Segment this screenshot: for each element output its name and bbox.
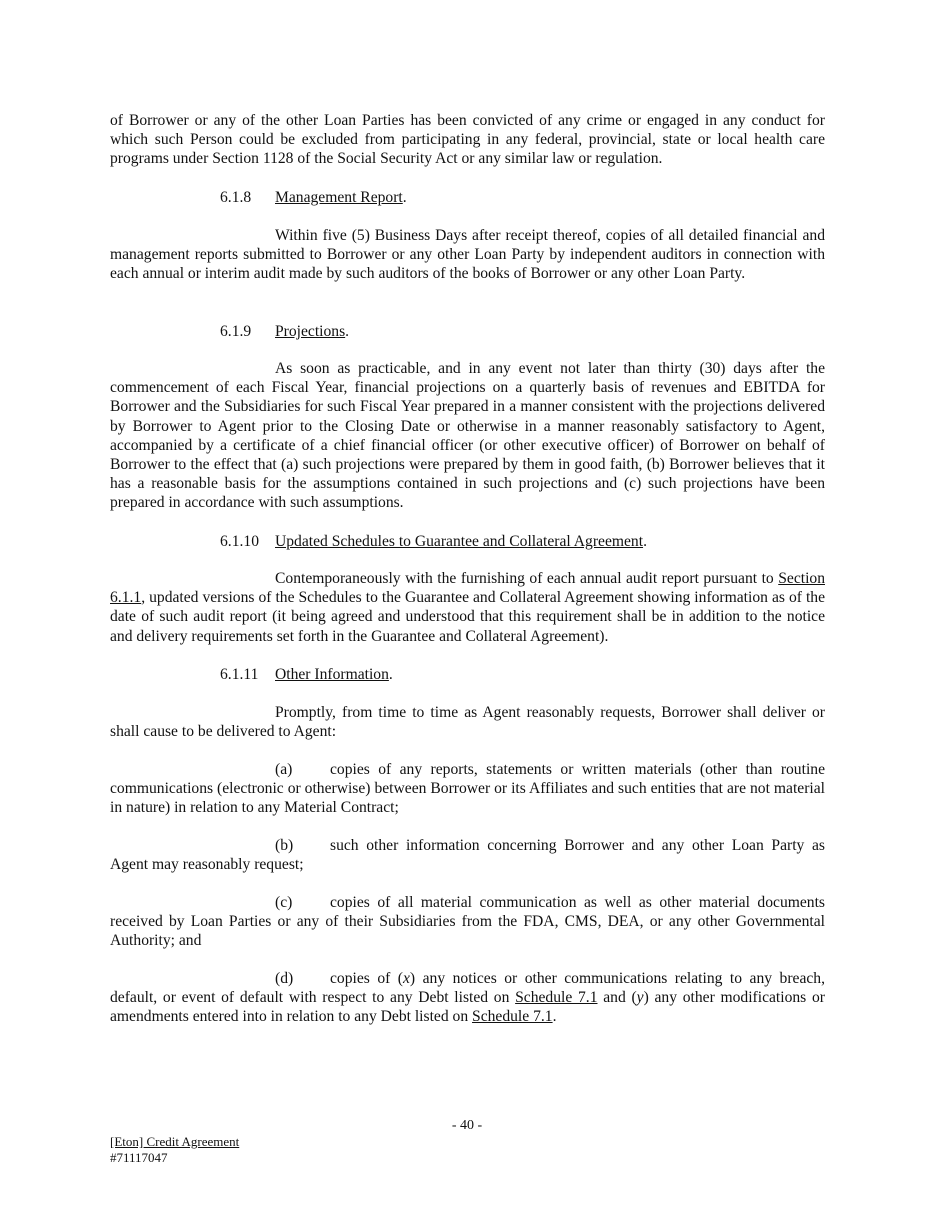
- list-item: [110, 836, 825, 874]
- section-title: Updated Schedules to Guarantee and Collateral Agreement: [275, 533, 644, 550]
- list-item-c: [110, 893, 825, 951]
- section-body-6-1-9: [110, 359, 825, 513]
- section-paragraph: As soon as practicable, and in any event not later than thirty (30) days after the commencement of each Fiscal Year, financial projections on a quarterly basis of revenues and EBITDA for Borrower and the Subsidiaries for such Fiscal Year prepared in a manner consistent with the projections delivered by Borrower to Agent prior to the Closing Date or otherwise in a manner reasonably satisfactory to Agent, accompanied by a certificate of a chief financial officer (or other executive officer) of Borrower on behalf of Borrower to the effect that (a) such projections were prepared by them in good faith, (b) Borrower believes that it has a reasonable basis for the assumptions contained in such projections and (c) such projections have been prepared in accordance with such assumptions.: [110, 360, 825, 512]
- section-body-6-1-8: [110, 226, 825, 284]
- paragraph-text: , updated versions of the Schedules to the Guarantee and Collateral Agreement showing information as of the date of such audit report (it being agreed and understood that this requirement shall be in addition to the notice and delivery requirements set forth in the Guarantee and Collateral Agreement).: [110, 589, 825, 645]
- section-heading-6-1-10: 6.1.10 Updated Schedules to Guarantee and Collateral Agreement.: [220, 533, 647, 550]
- section-paragraph: Promptly, from time to time as Agent reasonably requests, Borrower shall deliver or shall cause to be delivered to Agent:: [110, 704, 825, 741]
- section-number: 6.1.11: [220, 666, 259, 683]
- section-heading-6-1-9: 6.1.9 Projections.: [220, 323, 350, 340]
- list-item-label: (c): [275, 894, 293, 911]
- list-item-text: copies of any reports, statements or written materials (other than routine communications (electronic or otherwise) between Borrower or its Affiliates and such entities that are not material in nature) in relation to any Material Contract;: [110, 761, 825, 817]
- section-title: Projections: [275, 323, 346, 340]
- list-item-text: copies of (: [330, 970, 403, 987]
- section-title: Other Information: [275, 666, 389, 683]
- section-6-1-1-link[interactable]: Section 6.1.1: [110, 570, 825, 607]
- list-item-text: ) any notices or other communications relating to any breach, default, or event of default with respect to any Debt listed on: [110, 970, 825, 1007]
- list-item-b: [110, 836, 825, 874]
- intro-paragraph: of Borrower or any of the other Loan Parties has been convicted of any crime or engaged in any conduct for which such Person could be excluded from participating in any federal, provincial, state or local health care programs under Section 1128 of the Social Security Act or any similar law or regulation.: [110, 112, 825, 168]
- section-number: 6.1.8: [220, 189, 252, 206]
- list-item-text: ) any other modifications or amendments entered into in relation to any Debt listed on: [110, 989, 825, 1026]
- footer-doc-id: #71117047: [110, 1150, 168, 1165]
- section-heading-6-1-8: 6.1.8 Management Report.: [220, 189, 407, 206]
- list-item-label: (b): [275, 837, 294, 854]
- list-item: [110, 893, 825, 951]
- section-paragraph: Within five (5) Business Days after receipt thereof, copies of all detailed financial and management reports submitted to Borrower or any other Loan Party by independent auditors in connection with each annual or interim audit made by such auditors of the books of Borrower or any other Loan Party.: [110, 227, 825, 283]
- section-body-6-1-10: [110, 569, 825, 646]
- list-item-text: .: [552, 1008, 557, 1026]
- section-title: Management Report: [275, 189, 403, 206]
- schedule-7-1-link[interactable]: Schedule 7.1: [515, 989, 598, 1007]
- list-item-text: such other information concerning Borrower and any other Loan Party as Agent may reasonably request;: [110, 837, 825, 874]
- list-item-label: (d): [275, 970, 294, 987]
- intro-paragraph-block: [110, 111, 825, 169]
- section-number: 6.1.10: [220, 533, 259, 550]
- list-item: [110, 760, 825, 818]
- list-item-label: (a): [275, 761, 293, 778]
- italic-y: y: [636, 989, 644, 1007]
- footer-doc-info: [110, 1134, 239, 1166]
- footer-doc-title: [Eton] Credit Agreement: [110, 1134, 240, 1149]
- page-number: - 40 -: [451, 1118, 483, 1133]
- italic-x: x: [403, 970, 410, 987]
- list-item-text: copies of all material communication as well as other material documents received by Loan Parties or any of their Subsidiaries from the FDA, CMS, DEA, or any other Governmental Authority; and: [110, 894, 825, 950]
- section-number: 6.1.9: [220, 323, 252, 340]
- section-heading-6-1-11: 6.1.11 Other Information.: [220, 666, 393, 683]
- paragraph-text: Contemporaneously with the furnishing of each annual audit report pursuant to: [275, 570, 779, 587]
- list-item-d: [110, 969, 825, 1027]
- schedule-7-1-link[interactable]: Schedule 7.1: [472, 1008, 553, 1026]
- section-body-6-1-11: [110, 703, 825, 741]
- list-item: [110, 969, 825, 1027]
- list-item-a: [110, 760, 825, 818]
- list-item-text: and (: [597, 989, 637, 1007]
- section-paragraph: [110, 569, 825, 646]
